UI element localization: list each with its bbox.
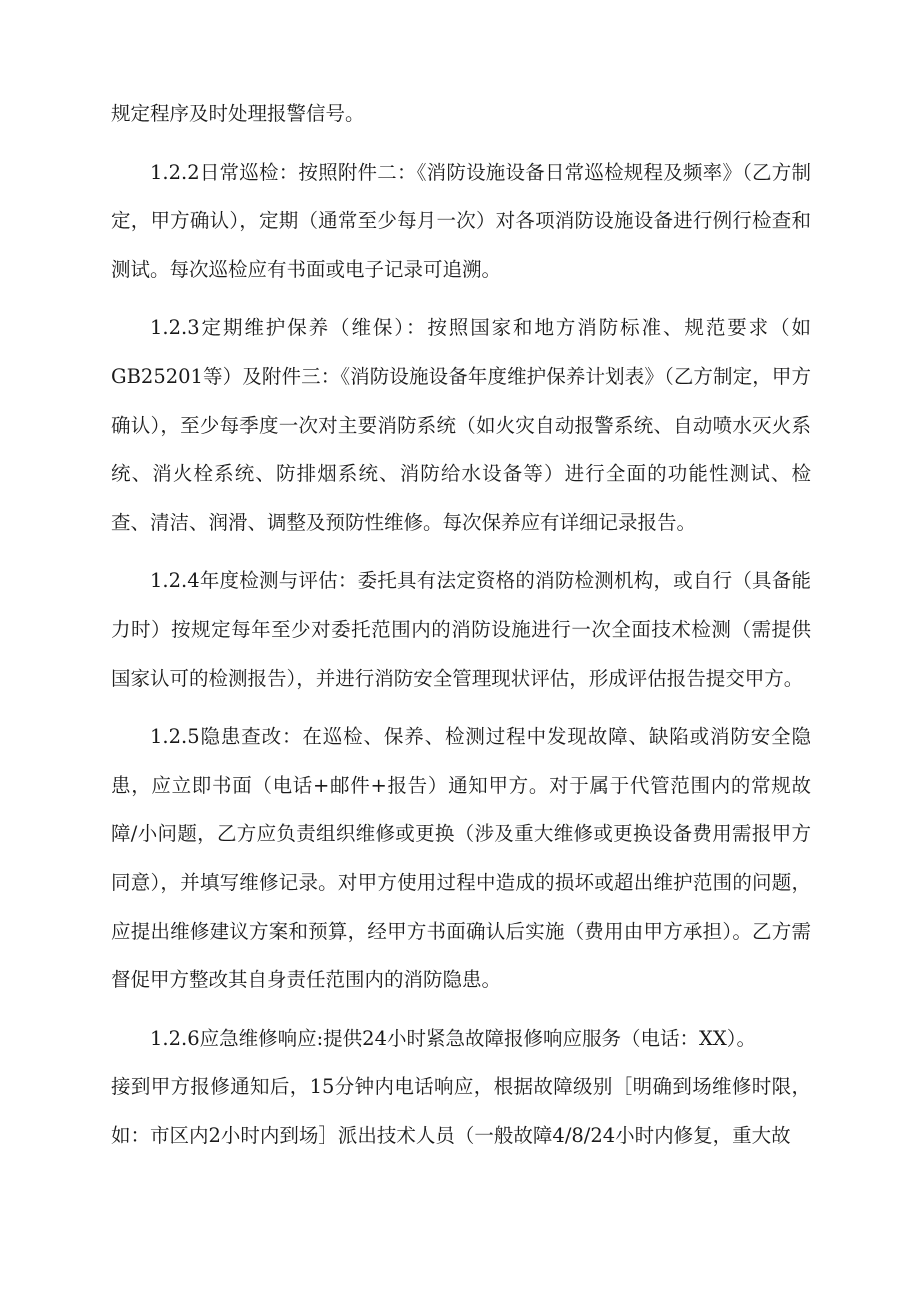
paragraph-1-2-3-periodic-maintenance: 1.2.3定期维护保养（维保）：按照国家和地方消防标准、规范要求（如GB25201等）及附件三：《消防设施设备年度维护保养计划表》（乙方制定，甲方确认），至少每季度一次对主要消防系统（如火灾自动报警系统、自动喷水灭火系统、消火栓系统、防排烟系统、消防给水设备等）进行全面的功能性测试、检查、清洁、润滑、调整及预防性维修。每次保养应有详细记录报告。 (111, 316, 811, 534)
paragraph-continuation: 规定程序及时处理报警信号。 (111, 102, 365, 125)
paragraph-1-2-6-continuation: 接到甲方报修通知后，15分钟内电话响应，根据故障级别［明确到场维修时限，如：市区内2小时内到场］派出技术人员（一般故障4/8/24小时内修复，重大故 (111, 1075, 811, 1147)
paragraph-1-2-2-daily-inspection: 1.2.2日常巡检：按照附件二：《消防设施设备日常巡检规程及频率》（乙方制定，甲方确认），定期（通常至少每月一次）对各项消防设施设备进行例行检查和测试。每次巡检应有书面或电子记录可追溯。 (111, 160, 811, 281)
paragraph-1-2-5-hazard-correction: 1.2.5隐患查改：在巡检、保养、检测过程中发现故障、缺陷或消防安全隐患，应立即书面（电话+邮件+报告）通知甲方。对于属于代管范围内的常规故障/小问题，乙方应负责组织维修或更换（涉及重大维修或更换设备费用需报甲方同意），并填写维修记录。对甲方使用过程中造成的损坏或超出维护范围的问题，应提出维修建议方案和预算，经甲方书面确认后实施（费用由甲方承担）。乙方需督促甲方整改其自身责任范围内的消防隐患。 (111, 725, 811, 992)
document-body (111, 90, 811, 1160)
paragraph-1-2-4-annual-inspection: 1.2.4年度检测与评估：委托具有法定资格的消防检测机构，或自行（具备能力时）按规定每年至少对委托范围内的消防设施进行一次全面技术检测（需提供国家认可的检测报告），并进行消防安全管理现状评估，形成评估报告提交甲方。 (111, 569, 811, 690)
paragraph-1-2-6-emergency-repair: 1.2.6应急维修响应:提供24小时紧急故障报修响应服务（电话：XX）。 (150, 1026, 757, 1050)
